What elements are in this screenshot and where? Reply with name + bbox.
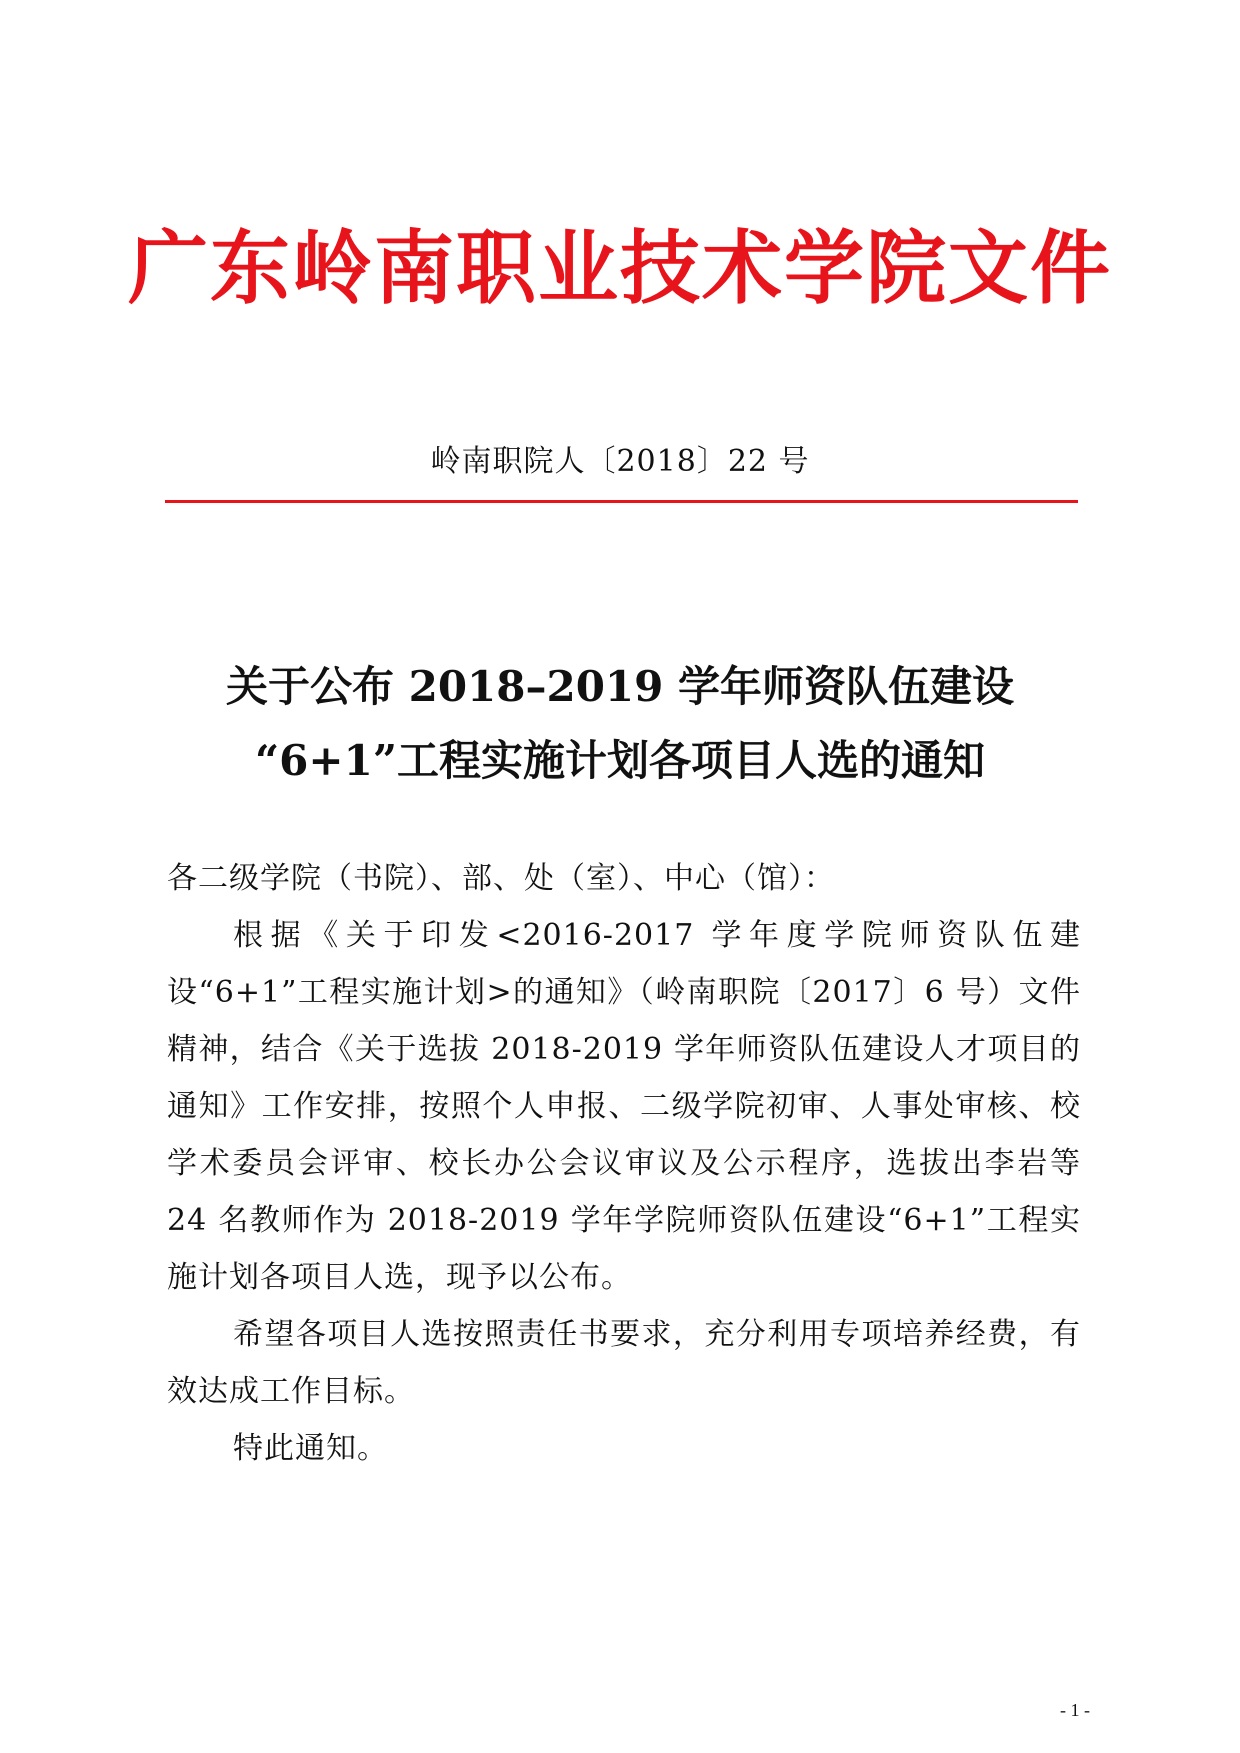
red-divider-line — [165, 500, 1078, 503]
closing-line: 特此通知。 — [233, 1431, 388, 1466]
notice-title-line-2: “6+1”工程实施计划各项目人选的通知 — [255, 736, 985, 785]
document-masthead: 广东岭南职业技术学院文件 — [128, 221, 1112, 315]
document-number: 岭南职院人〔2018〕22 号 — [430, 444, 810, 479]
page-number: - 1 - — [1060, 1700, 1090, 1720]
notice-title-line-1: 关于公布 2018–2019 学年师资队伍建设 — [225, 662, 1015, 711]
body-paragraph-1: 根据《关于印发<2016-2017 学年度学院师资队伍建设“6+1”工程实施计划>的通知》（岭南职院〔2017〕6 号）文件精神，结合《关于选拔 2018-2019 学年师资队伍建设人才项目的通知》工作安排，按照个人申报、二级学院初审、人事处审核、校学术委员会评审、校长办公会议审议及公示程序，选拔出李岩等 24 名教师作为 2018-2019 学年学院师资队伍建设“6+1”工程实施计划各项目人选，现予以公布。 — [167, 918, 1081, 1295]
salutation: 各二级学院（书院）、部、处（室）、中心（馆）： — [167, 861, 835, 896]
notice-body — [167, 850, 1081, 1477]
notice-title — [0, 650, 1240, 798]
body-paragraph-2: 希望各项目人选按照责任书要求，充分利用专项培养经费，有效达成工作目标。 — [167, 1317, 1081, 1409]
